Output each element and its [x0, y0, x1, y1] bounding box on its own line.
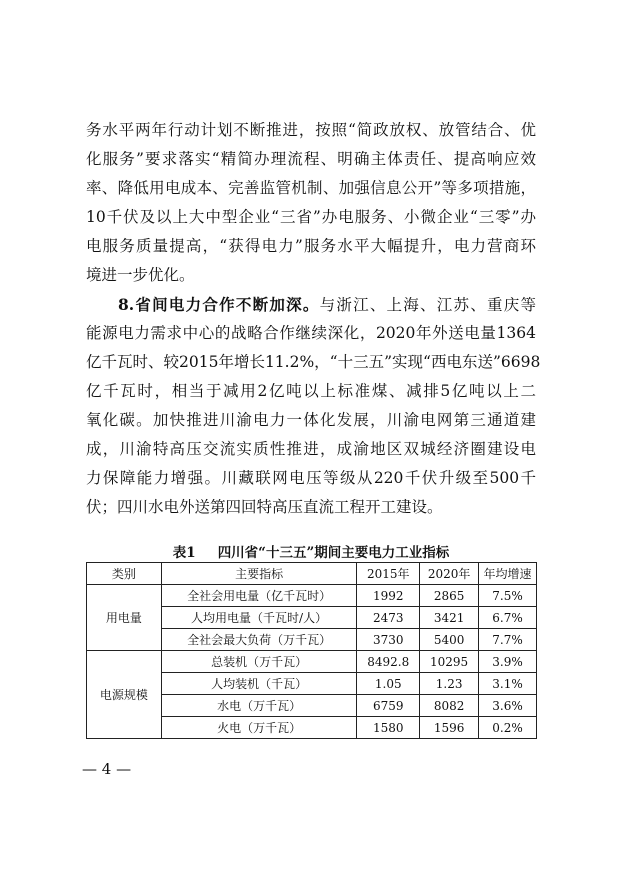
- value-2015-cell: 1992: [357, 585, 420, 607]
- value-2015-cell: 8492.8: [357, 651, 420, 673]
- paragraph-line: 力保障能力增强。川藏联网电压等级从220千伏升级至500千: [86, 469, 536, 487]
- paragraph-line: 化服务”要求落实“精简办理流程、明确主体责任、提高响应效: [86, 150, 536, 168]
- paragraph-service: [86, 116, 536, 290]
- paragraph-line: 率、降低用电成本、完善监管机制、加强信息公开”等多项措施，: [86, 179, 536, 197]
- indicator-cell: 总装机（万千瓦）: [161, 651, 357, 673]
- indicators-table: [86, 562, 537, 739]
- category-cell: 用电量: [87, 585, 162, 651]
- column-header: 类别: [87, 563, 162, 585]
- value-2015-cell: 1580: [357, 717, 420, 739]
- section-heading: 8.省间电力合作不断加深。: [118, 295, 320, 314]
- paragraph-line: 亿千瓦时，相当于减用2亿吨以上标准煤、减排5亿吨以上二: [86, 382, 536, 400]
- page-number: — 4 —: [82, 760, 132, 778]
- value-2020-cell: 3421: [420, 607, 479, 629]
- paragraph-line: 境进一步优化。: [86, 266, 195, 284]
- indicator-cell: 火电（万千瓦）: [161, 717, 357, 739]
- table-row: [87, 651, 537, 673]
- column-header: 主要指标: [161, 563, 357, 585]
- value-2020-cell: 2865: [420, 585, 479, 607]
- growth-cell: 0.2%: [479, 717, 537, 739]
- paragraph-cooperation: [86, 290, 541, 522]
- value-2015-cell: 2473: [357, 607, 420, 629]
- value-2020-cell: 1596: [420, 717, 479, 739]
- table-row: [87, 585, 537, 607]
- indicator-cell: 全社会最大负荷（万千瓦）: [161, 629, 357, 651]
- column-header: 2020年: [420, 563, 479, 585]
- growth-cell: 7.7%: [479, 629, 537, 651]
- table-caption-number: 表1: [172, 545, 196, 561]
- column-header: 年均增速: [479, 563, 537, 585]
- value-2015-cell: 6759: [357, 695, 420, 717]
- growth-cell: 6.7%: [479, 607, 537, 629]
- paragraph-line: 伏；四川水电外送第四回特高压直流工程开工建设。: [86, 498, 443, 516]
- value-2020-cell: 5400: [420, 629, 479, 651]
- indicator-cell: 全社会用电量（亿千瓦时）: [161, 585, 357, 607]
- paragraph-line: 亿千瓦时、较2015年增长11.2%，“十三五”实现“西电东送”6698: [86, 353, 541, 371]
- table-header-row: [87, 563, 537, 585]
- category-cell: 电源规模: [87, 651, 162, 739]
- table-caption: [86, 541, 536, 561]
- paragraph-first-line: [86, 290, 536, 319]
- growth-cell: 3.6%: [479, 695, 537, 717]
- value-2020-cell: 8082: [420, 695, 479, 717]
- value-2015-cell: 3730: [357, 629, 420, 651]
- paragraph-line: 成，川渝特高压交流实质性推进，成渝地区双城经济圈建设电: [86, 440, 536, 458]
- paragraph-text: 与浙江、上海、江苏、重庆等: [319, 296, 536, 314]
- growth-cell: 7.5%: [479, 585, 537, 607]
- indicator-cell: 水电（万千瓦）: [161, 695, 357, 717]
- indicator-cell: 人均装机（千瓦）: [161, 673, 357, 695]
- column-header: 2015年: [357, 563, 420, 585]
- paragraph-line: 务水平两年行动计划不断推进，按照“简政放权、放管结合、优: [86, 121, 536, 139]
- growth-cell: 3.1%: [479, 673, 537, 695]
- value-2020-cell: 10295: [420, 651, 479, 673]
- value-2020-cell: 1.23: [420, 673, 479, 695]
- table-caption-title: 四川省“十三五”期间主要电力工业指标: [217, 545, 450, 561]
- paragraph-line: 氧化碳。加快推进川渝电力一体化发展，川渝电网第三通道建: [86, 411, 536, 429]
- value-2015-cell: 1.05: [357, 673, 420, 695]
- paragraph-line: 能源电力需求中心的战略合作继续深化，2020年外送电量1364: [86, 324, 536, 342]
- paragraph-line: 10千伏及以上大中型企业“三省”办电服务、小微企业“三零”办: [86, 208, 536, 226]
- paragraph-line: 电服务质量提高，“获得电力”服务水平大幅提升，电力营商环: [86, 237, 536, 255]
- growth-cell: 3.9%: [479, 651, 537, 673]
- indicator-cell: 人均用电量（千瓦时/人）: [161, 607, 357, 629]
